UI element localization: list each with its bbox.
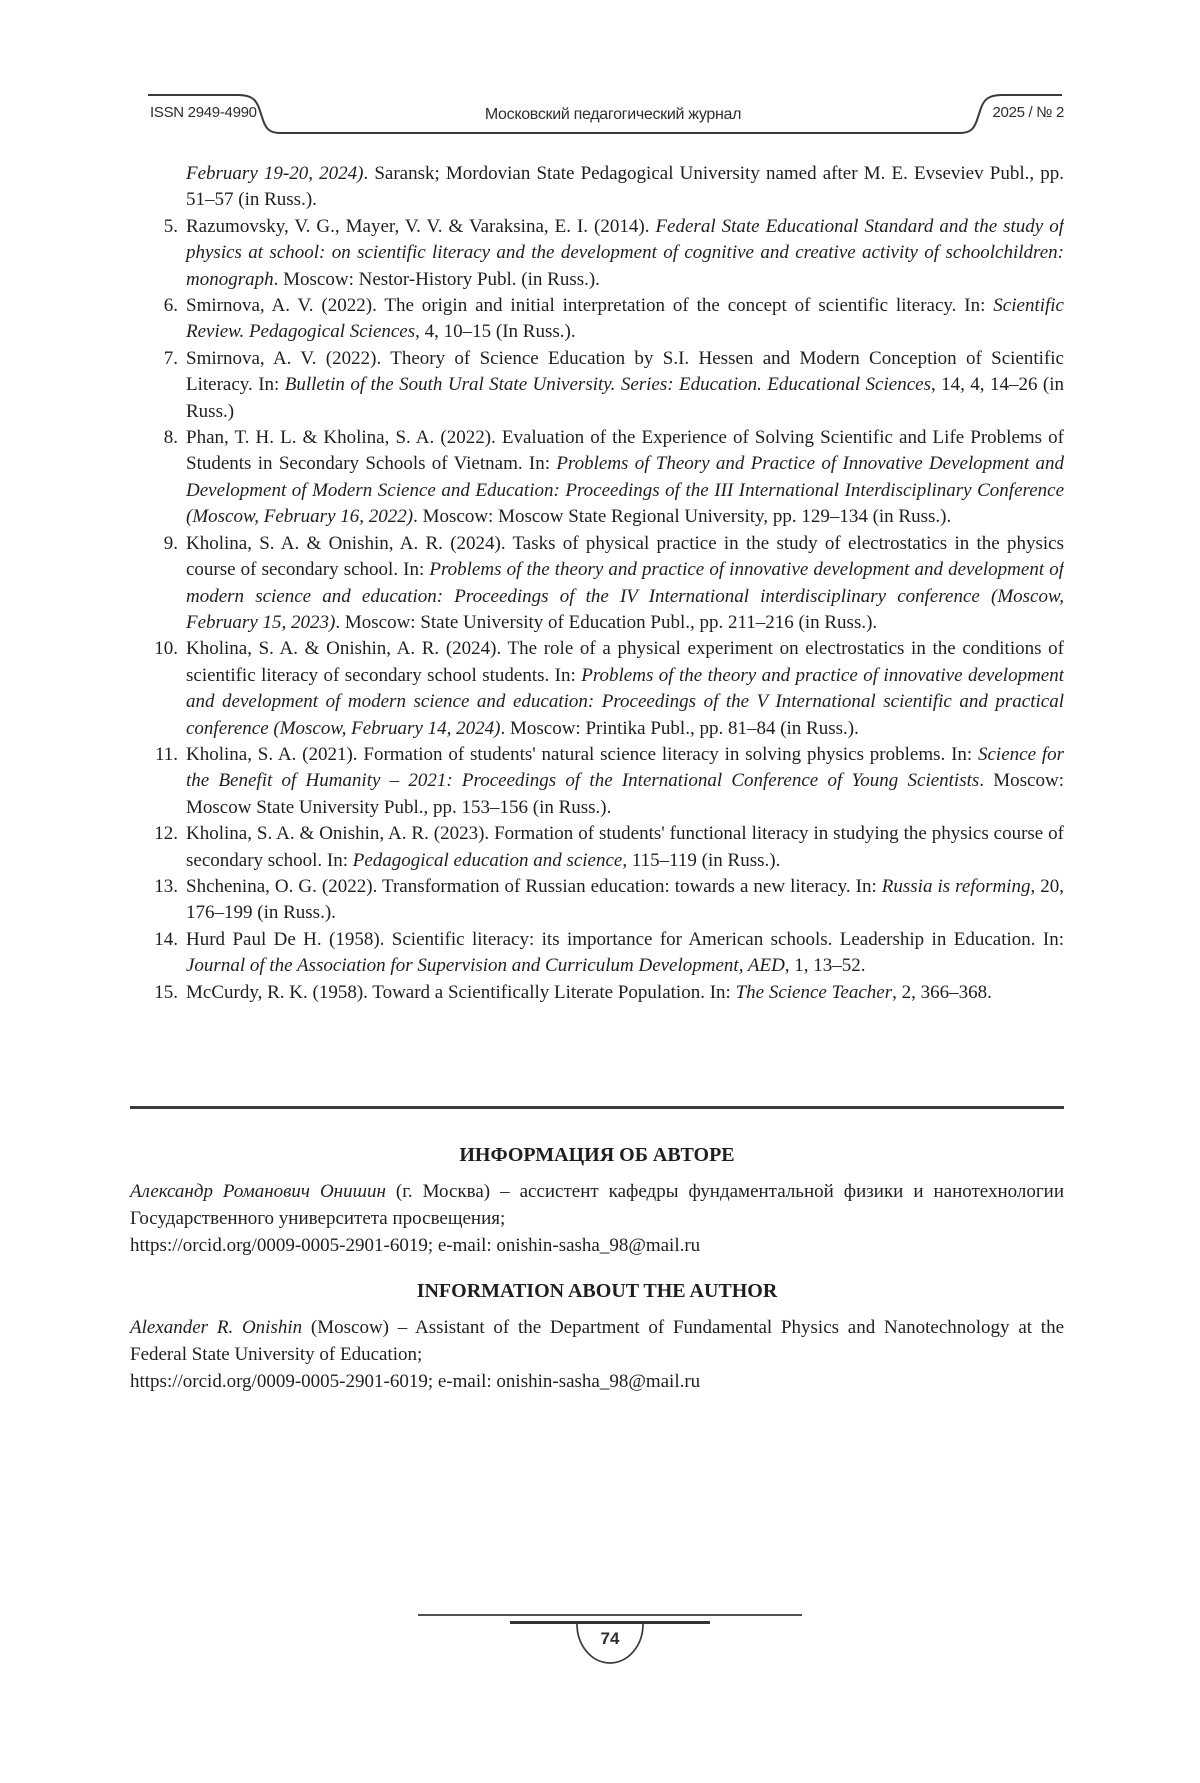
text-run: Kholina, S. A. & Onishin, A. R. (2024). The role of a physical experiment on electrostatics in the conditions of scientific literacy of secondary school students. In:	[186, 638, 1064, 686]
reference-text	[186, 821, 1064, 874]
text-run: Smirnova, A. V. (2022). The origin and initial interpretation of the concept of scientific literacy. In:	[186, 295, 994, 317]
text-run: Kholina, S. A. (2021). Formation of students' natural science literacy in solving physics problems. In:	[186, 743, 978, 765]
text-run: Kholina, S. A. & Onishin, A. R. (2024). Tasks of physical practice in the study of electrostatics in the physics course of secondary school. In:	[186, 532, 1064, 581]
reference-number: 11.	[154, 743, 178, 765]
text-run: Hurd Paul De H. (1958). Scientific literacy: its importance for American schools. Leadership in Education. In:	[186, 928, 1064, 950]
text-run: Phan, T. H. L. & Kholina, S. A. (2022). Evaluation of the Experience of Solving Scientific and Life Problems of Students in Secondary Schools of Vietnam. In:	[186, 427, 1064, 475]
reference-item	[130, 821, 1064, 874]
italic-text-run: Science for the Benefit of Humanity – 2021: Proceedings of the International Conference of Young Scientists	[186, 743, 1064, 792]
reference-text	[186, 742, 1064, 821]
reference-number: 5.	[163, 215, 178, 237]
page-number: 74	[600, 1629, 620, 1648]
text-run: . Moscow: Nestor-History Publ. (in Russ.).	[273, 268, 600, 290]
issue-label: 2025 / № 2	[992, 104, 1064, 121]
reference-number: 13.	[154, 875, 178, 897]
reference-number: 7.	[163, 347, 178, 369]
text-run: , 2, 366–368.	[892, 981, 992, 1003]
text-run: . Moscow: Moscow State University Publ., pp. 153–156 (in Russ.).	[186, 770, 1064, 818]
reference-text	[186, 531, 1064, 637]
reference-text	[186, 346, 1064, 425]
italic-text-run: Problems of the theory and practice of innovative development and development of modern science and education: Proceedings of the IV International interdisciplinary conference (Moscow, February 15, 2023)	[186, 559, 1064, 633]
italic-text-run: Alexander R. Onishin	[130, 1317, 303, 1338]
author-info-ru-paragraph	[130, 1178, 1064, 1232]
reference-text	[186, 214, 1064, 293]
reference-text	[186, 980, 1064, 1006]
text-run: McCurdy, R. K. (1958). Toward a Scientifically Literate Population. In:	[186, 981, 736, 1003]
text-run: (Moscow) – Assistant of the Department of Fundamental Physics and Nanotechnology at the Federal State University of Education;	[130, 1317, 1065, 1365]
section-divider	[130, 1106, 1064, 1109]
reference-number: 6.	[163, 295, 178, 317]
italic-text-run: Bulletin of the South Ural State University. Series: Education. Educational Sciences	[284, 374, 931, 396]
text-run: Razumovsky, V. G., Mayer, V. V. & Varaksina, E. I. (2014).	[186, 215, 656, 237]
text-run: Kholina, S. A. & Onishin, A. R. (2023). Formation of students' functional literacy in studying the physics course of secondary school. In:	[186, 823, 1064, 871]
text-run: . Moscow: Printika Publ., pp. 81–84 (in Russ.).	[500, 717, 859, 739]
reference-text	[186, 161, 1064, 214]
reference-item	[130, 980, 1064, 1006]
reference-item	[130, 531, 1064, 637]
author-info-ru-heading: ИНФОРМАЦИЯ ОБ АВТОРЕ	[459, 1144, 735, 1166]
italic-text-run: Russia is reforming	[881, 875, 1031, 897]
italic-text-run: Александр Романович Онишин	[130, 1181, 386, 1202]
reference-item	[130, 293, 1064, 346]
reference-number: 14.	[154, 928, 178, 950]
text-run: , 20, 176–199 (in Russ.).	[186, 875, 1064, 924]
reference-number: 9.	[163, 532, 178, 554]
author-info-en	[130, 1274, 1064, 1395]
reference-item	[130, 927, 1064, 980]
author-orcid-email-en[interactable]: https://orcid.org/0009-0005-2901-6019; e-mail: onishin-sasha_98@mail.ru	[130, 1371, 701, 1392]
italic-text-run: The Science Teacher	[735, 981, 893, 1003]
text-run: . Saransk; Mordovian State Pedagogical University named after M. E. Evseviev Publ., pp. 51–57 (in Russ.).	[186, 163, 1064, 211]
author-info-ru	[130, 1138, 1064, 1259]
header-rule	[0, 0, 1200, 160]
text-run: , 14, 4, 14–26 (in Russ.)	[186, 374, 1064, 422]
reference-number	[130, 161, 186, 214]
text-run: Shchenina, O. G. (2022). Transformation of Russian education: towards a new literacy. In:	[186, 875, 882, 897]
reference-number: 8.	[163, 427, 178, 449]
text-run: , 115–119 (in Russ.).	[622, 849, 781, 871]
reference-item	[130, 346, 1064, 425]
italic-text-run: Problems of the theory and practice of innovative development and development of modern science and education: Proceedings of the V International scientific and practical conference (Moscow, February 14, 2024)	[186, 664, 1064, 739]
text-run: , 4, 10–15 (In Russ.).	[415, 321, 576, 343]
italic-text-run: Journal of the Association for Supervision and Curriculum Development, AED	[186, 955, 785, 977]
text-run: . Moscow: Moscow State Regional University, pp. 129–134 (in Russ.).	[413, 506, 952, 528]
reference-item	[130, 636, 1064, 742]
reference-item	[130, 425, 1064, 531]
reference-text	[186, 874, 1064, 927]
reference-text	[186, 293, 1064, 346]
text-run: , 1, 13–52.	[784, 955, 866, 977]
text-run: . Moscow: State University of Education Publ., pp. 211–216 (in Russ.).	[335, 611, 878, 633]
issn-label: ISSN 2949-4990	[150, 104, 257, 121]
reference-number: 15.	[154, 981, 178, 1003]
italic-text-run: Scientific Review. Pedagogical Sciences	[186, 295, 1064, 343]
italic-text-run: Pedagogical education and science	[352, 849, 623, 871]
reference-text	[186, 927, 1064, 980]
reference-item	[130, 214, 1064, 293]
author-orcid-email-ru[interactable]: https://orcid.org/0009-0005-2901-6019; e-mail: onishin-sasha_98@mail.ru	[130, 1235, 701, 1256]
reference-item	[130, 161, 1064, 214]
italic-text-run: February 19-20, 2024)	[186, 163, 364, 184]
reference-number: 12.	[154, 823, 178, 845]
italic-text-run: Problems of Theory and Practice of Innovative Development and Development of Modern Science and Education: Proceedings of the III International Interdisciplinary Conference (Moscow, February 16, 2022)	[186, 453, 1064, 528]
reference-number: 10.	[154, 638, 178, 660]
reference-text	[186, 425, 1064, 531]
reference-text	[186, 636, 1064, 742]
reference-item	[130, 742, 1064, 821]
author-info-en-heading: INFORMATION ABOUT THE AUTHOR	[416, 1280, 778, 1302]
references-list	[130, 161, 1064, 1101]
author-info-en-paragraph	[130, 1314, 1064, 1368]
journal-title: Московский педагогический журнал	[484, 106, 742, 123]
italic-text-run: Federal State Educational Standard and the study of physics at school: on scientific literacy and the development of cognitive and creative activity of schoolchildren: monograph	[186, 215, 1064, 290]
text-run: (г. Москва) – ассистент кафедры фундаментальной физики и нанотехнологии Государственного университета просвещения;	[130, 1181, 1065, 1229]
text-run: Smirnova, A. V. (2022). Theory of Science Education by S.I. Hessen and Modern Conception of Scientific Literacy. In:	[186, 347, 1064, 396]
reference-item	[130, 874, 1064, 927]
